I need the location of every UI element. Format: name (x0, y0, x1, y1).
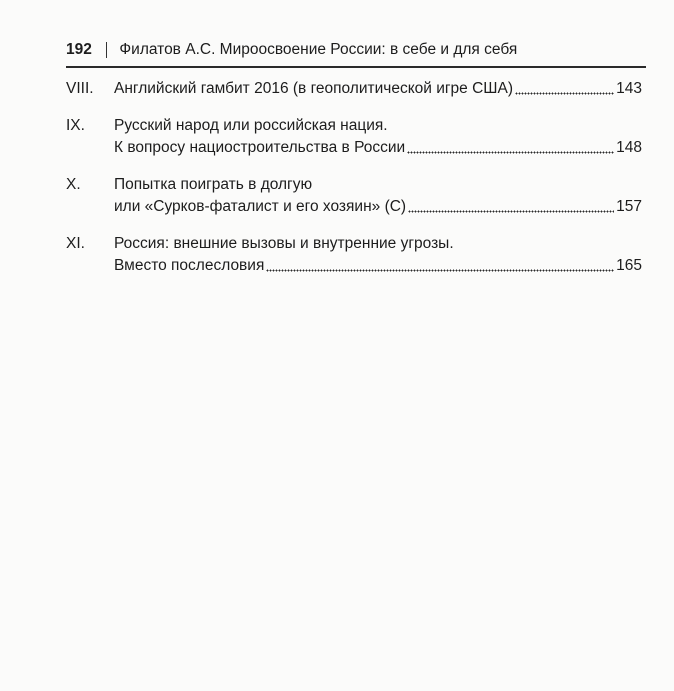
header-rule (66, 66, 646, 68)
toc-entry (66, 233, 642, 277)
chapter-page: 148 (616, 139, 642, 156)
toc-entry (66, 115, 642, 159)
dot-leader (266, 268, 614, 272)
chapter-page: 143 (616, 80, 642, 97)
chapter-subtitle: Вместо послесловия (114, 257, 265, 274)
header-separator (106, 42, 108, 58)
chapter-page: 157 (616, 198, 642, 215)
chapter-title: Русский народ или российская нация. (114, 117, 388, 134)
chapter-subtitle: К вопросу нациостроительства в России (114, 139, 406, 156)
chapter-title: Попытка поиграть в долгую (114, 176, 313, 193)
running-header (66, 40, 646, 60)
chapter-page: 165 (616, 257, 642, 274)
chapter-title: Россия: внешние вызовы и внутренние угрозы. (114, 235, 454, 252)
chapter-number: X. (66, 176, 81, 193)
chapter-number: IX. (66, 117, 85, 134)
chapter-number: VIII. (66, 80, 94, 97)
dot-leader (515, 91, 614, 95)
toc-entry (66, 174, 642, 218)
table-of-contents (66, 78, 642, 277)
chapter-subtitle: или «Сурков-фаталист и его хозяин» (С) (114, 198, 407, 215)
page-number: 192 (66, 41, 92, 58)
toc-entry (66, 78, 642, 100)
dot-leader (408, 209, 614, 213)
dot-leader (407, 150, 614, 154)
chapter-number: XI. (66, 235, 85, 252)
running-title: Филатов А.С. Мироосвоение России: в себе и для себя (119, 41, 518, 58)
chapter-title: Английский гамбит 2016 (в геополитической игре США) (114, 80, 514, 97)
